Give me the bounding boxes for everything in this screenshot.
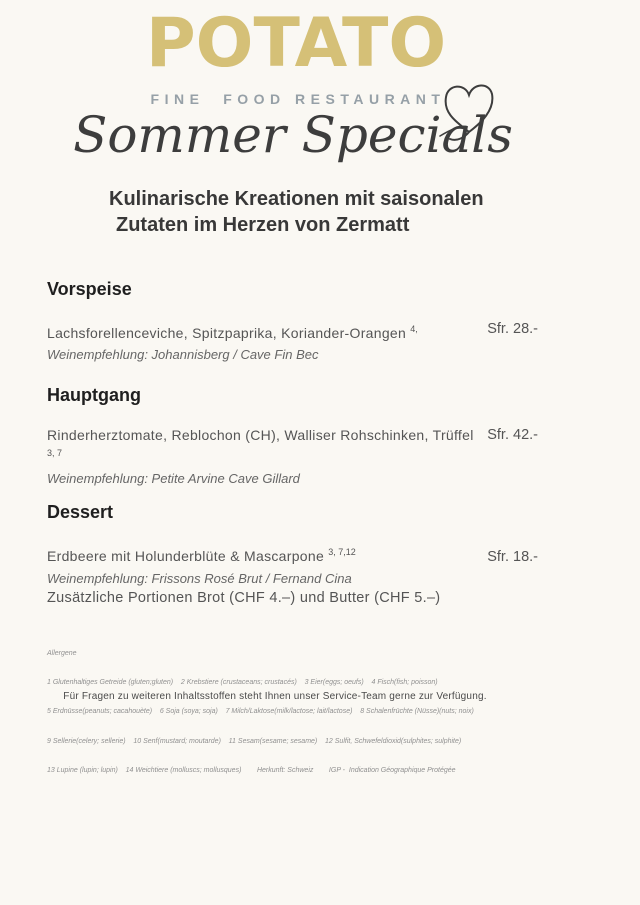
menu-item-name [47, 543, 356, 565]
allergen-superscript: 3, 7,12 [328, 547, 356, 557]
item-text: Rinderherztomate, Reblochon (CH), Walliser Rohschinken, Trüffel [47, 427, 474, 443]
allergens-title: Allergene [47, 649, 77, 657]
allergen-superscript: 3, 7 [47, 448, 63, 458]
wine-pairing: Weinempfehlung: Frissons Rosé Brut / Fernand Cina [47, 571, 352, 586]
menu-item-name [47, 426, 479, 466]
footer-note: Für Fragen zu weiteren Inhaltsstoffen steht Ihnen unser Service-Team gerne zur Verfügung. [63, 691, 487, 702]
allergen-line: 5 Erdnüsse(peanuts; cacahouète) 6 Soja (soya; soja) 7 Milch/Laktose(milk/lactose; lait/lactose) 8 Schalenfrüchte (Nüsse)(nuts; noix) [47, 708, 474, 716]
menu-item-name [47, 320, 418, 342]
menu-subtitle [109, 186, 484, 238]
item-price: Sfr. 42.- [487, 427, 538, 443]
extras-line: Zusätzliche Portionen Brot (CHF 4.–) und Butter (CHF 5.–) [47, 590, 441, 606]
section-heading: Dessert [47, 502, 114, 522]
restaurant-logo: POTATO [145, 4, 447, 83]
item-text: Lachsforellenceviche, Spitzpaprika, Koriander-Orangen [47, 325, 407, 341]
allergens-block [47, 629, 517, 796]
restaurant-tagline: FINE FOOD RESTAURANT [150, 91, 446, 107]
menu-script-title: Sommer Specials [73, 106, 513, 164]
allergen-line: 9 Sellerie(celery; sellerie) 10 Senf(mustard; moutarde) 11 Sesam(sesame; sesame) 12 Sulfit, Schwefeldioxid(sulphites; sulphite) [47, 737, 462, 745]
item-price: Sfr. 18.- [487, 549, 538, 565]
section-vorspeise [47, 278, 538, 362]
subtitle-line-1: Kulinarische Kreationen mit saisonalen [109, 188, 484, 210]
section-hauptgang [47, 384, 538, 486]
section-heading: Vorspeise [47, 279, 132, 299]
wine-pairing: Weinempfehlung: Petite Arvine Cave Gillard [47, 471, 300, 486]
wine-pairing: Weinempfehlung: Johannisberg / Cave Fin Bec [47, 347, 319, 362]
item-text: Erdbeere mit Holunderblüte & Mascarpone [47, 548, 325, 564]
menu-item-row [47, 320, 538, 342]
menu-item-row [47, 426, 538, 466]
allergen-line: 1 Glutenhaltiges Getreide (gluten;gluten) 2 Krebstiere (crustaceans; crustacés) 3 Eier(eggs; oeufs) 4 Fisch(fish; poisson) [47, 678, 438, 686]
allergen-line: 13 Lupine (lupin; lupin) 14 Weichtiere (molluscs; mollusques) Herkunft: Schweiz IGP - Indication Géographique Protégée [47, 767, 456, 775]
subtitle-line-2: Zutaten im Herzen von Zermatt [116, 214, 410, 236]
heart-doodle-icon [438, 74, 500, 149]
section-dessert [47, 501, 538, 586]
section-heading: Hauptgang [47, 385, 141, 405]
item-price: Sfr. 28.- [487, 321, 538, 337]
allergen-superscript: 4, [410, 324, 418, 334]
menu-item-row [47, 543, 538, 566]
